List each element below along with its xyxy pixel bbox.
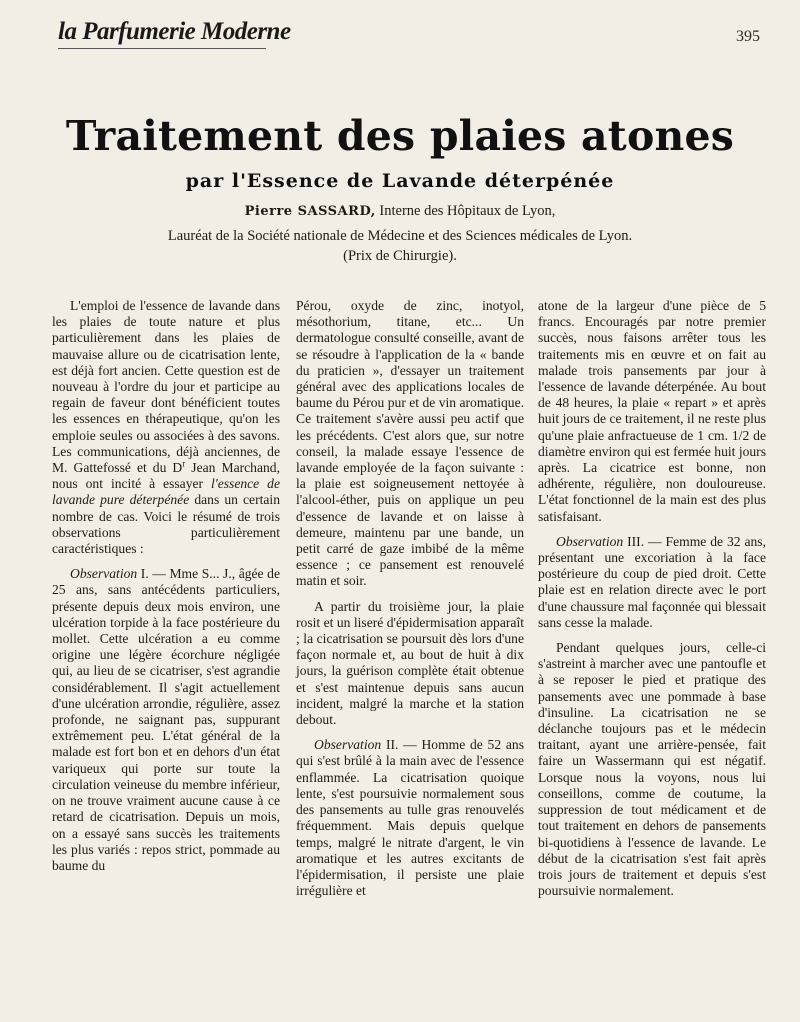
article-subtitle: par l'Essence de Lavande déterpénée (185, 170, 615, 192)
text-column-1 (52, 298, 280, 874)
text-column-3 (538, 298, 766, 899)
journal-masthead: la Parfumerie Moderne (58, 18, 291, 45)
observation-2-text: II. — Homme de 52 ans qui s'est brûlé à la main avec de l'essence enflammée. La cicatrisation quoique lente, s'est poursuivie normalement sous des pansements au tulle gras renouvelés fréquemment. Mais depuis quelque temps, malgré le nitrate d'argent, le vin aromatique et les autres excitants de l'épidermisation, il persiste une plaie irrégulière et (296, 737, 524, 899)
author-prize: (Prix de Chirurgie). (343, 248, 457, 264)
intro-text-c: dans un certain nombre de cas. Voici le résumé de trois observations particulièrement caractéristiques : (52, 492, 280, 557)
observation-1-label: Observation (70, 566, 138, 582)
observation-1-outcome: A partir du troisième jour, la plaie rosit et un liseré d'épidermisation apparaît ; la cicatrisation se poursuit dès lors d'une façon normale et, au bout de huit à dix jours, la guérison complète était obtenue et s'est maintenue depuis sans aucun incident, malgré la marche et la station debout. (296, 598, 524, 728)
text-column-2 (296, 298, 524, 899)
intro-italic: l'essence de lavande pure déterpénée (52, 476, 280, 508)
doctor-superscript: r (182, 458, 186, 469)
observation-3-label: Observation (556, 533, 624, 549)
observation-2-continued: atone de la largeur d'une pièce de 5 francs. Encouragés par notre premier succès, nous faisons arrêter tous les traitements mis en œuvre et on fait au malade trois pansements par jour à l'essence de lavande déterpénée. Au bout de 48 heures, la plaie « repart » et après huit jours de ce traitement, il ne reste plus qu'une plaie anfractueuse de 1 cm. 1/2 de diamètre environ qui est fermée huit jours après. La cicatrice est bonne, non adhérente, régulière, non douloureuse. L'état fonctionnel de la main est des plus satisfaisant. (538, 298, 767, 524)
observation-2 (296, 737, 524, 899)
observation-1-continued: Pérou, oxyde de zinc, inotyol, mésothorium, titane, etc... Un dermatologue consulté conseille, avant de se résoudre à l'application de la « bande du praticien », d'essayer un traitement général avec des applications locales de baume du Pérou pur et de vin aromatique. Ce traitement s'avère aussi peu actif que les précédents. C'est alors que, sur notre conseil, la malade essaye l'essence de lavande employée de la façon suivante : la plaie est soigneusement nettoyée à l'alcool-éther, puis on applique un peu d'essence de lavande et on laisse à demeure, maintenu par une bande, un petit carré de gaze imbibé de la même essence ; ce pansement est renouvelé matin et soir. (296, 298, 525, 589)
observation-3 (538, 534, 766, 631)
observation-3-treatment: Pendant quelques jours, celle-ci s'astreint à marcher avec une pantoufle et à se reposer le pied et pratique des pansements avec une pommade à base d'insuline. La cicatrisation ne se déclanche toujours pas et le médecin traitant, ayant une arrière-pensée, fait faire un Wassermann qui est négatif. Lorsque nous la voyons, nous lui conseillons, comme de coutume, la suppression de tout médicament et de tout traitement en dehors de pansements bi-quotidiens à l'essence de lavande. Le début de la cicatrisation s'est fait après trois jours de traitement et depuis s'est poursuivie normalement. (538, 640, 766, 899)
page-number: 395 (736, 28, 760, 45)
observation-1-text: I. — Mme S... J., âgée de 25 ans, sans antécédents particuliers, présente depuis deux mois environ, une ulcération torpide à la face postérieure du mollet. Cette ulcération a eu comme origine une légère écorchure négligée qui, au lieu de se cicatriser, s'est agrandie considérablement. Il s'agit actuellement d'une ulcération arrondie, régulière, assez profonde, ne saignant pas, suppurant extrêmement peu. L'état général de la malade est fort bon et en dehors d'un état variqueux qui porte sur toute la circulation veineuse du membre inférieur, on ne trouve vraiment aucune cause à ce retard de cicatrisation. Depuis un mois, on a essayé sans succès les traitements les plus variés : repos strict, pommade au baume du (52, 566, 280, 873)
author-line (0, 203, 800, 220)
masthead-rule (58, 48, 266, 49)
article-title: Traitement des plaies atones (65, 112, 735, 160)
author-name: Pierre SASSARD, (244, 204, 376, 219)
intro-text: L'emploi de l'essence de lavande dans les plaies de toute nature et plus particulièrement dans les plaies de mauvaise allure ou de cicatrisation lente, est déjà fort ancien. Cette question est de nouveau à l'ordre du jour et participe au regain de faveur dont bénéficient toutes les essences en thérapeutique, qu'on les emploie seules ou associées à des savons. Les communications, déjà anciennes, de M. Gattefossé et du D (52, 298, 280, 476)
author-role: Interne des Hôpitaux de Lyon, (379, 203, 556, 219)
intro-text-b: Jean Marchand, nous ont incité à essayer (52, 460, 280, 492)
observation-2-label: Observation (314, 737, 382, 753)
author-affiliation: Lauréat de la Société nationale de Médecine et des Sciences médicales de Lyon. (167, 228, 633, 244)
observation-3-text: III. — Femme de 32 ans, présentant une excoriation à la face postérieure du coup de pied droit. Cette plaie est en relation directe avec le port d'une chaussure mal façonnée qui blessait sans cesse la malade. (538, 533, 766, 630)
intro-paragraph (52, 298, 280, 557)
observation-1 (52, 566, 280, 874)
